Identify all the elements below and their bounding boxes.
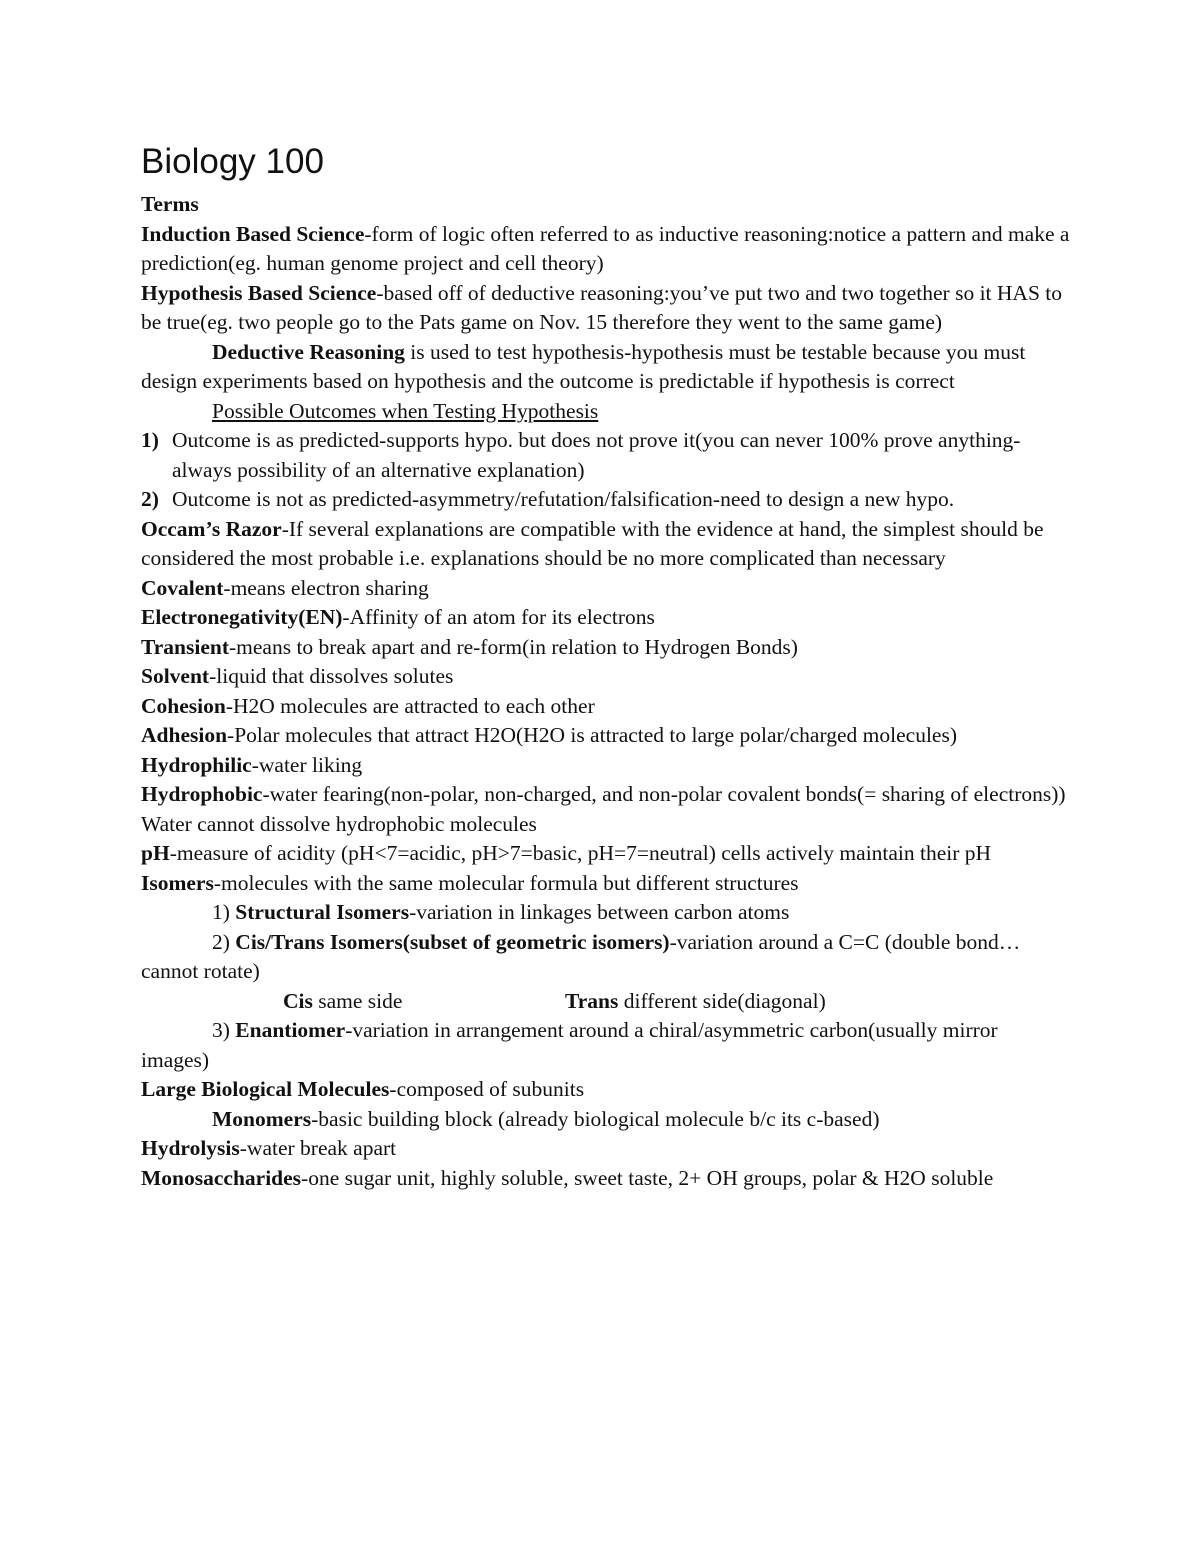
- term-induction: Induction Based Science-form of logic often referred to as inductive reasoning:notice a pattern and make a prediction(eg. human genome project and cell theory): [141, 221, 1070, 275]
- term-occam: Occam’s Razor-If several explanations are compatible with the evidence at hand, the simplest should be considered the most probable i.e. explanations should be no more complicated than necessary: [141, 516, 1044, 570]
- term-hypothesis: Hypothesis Based Science-based off of deductive reasoning:you’ve put two and two together so it HAS to be true(eg. two people go to the Pats game on Nov. 15 therefore they went to the same game): [141, 280, 1062, 334]
- term-monosaccharides: Monosaccharides-one sugar unit, highly soluble, sweet taste, 2+ OH groups, polar & H2O soluble: [141, 1165, 994, 1190]
- term-monomers: Monomers-basic building block (already biological molecule b/c its c-based): [212, 1106, 880, 1131]
- outcomes-heading: Possible Outcomes when Testing Hypothesis: [212, 398, 599, 423]
- document-title: Biology 100: [141, 142, 324, 181]
- term-solvent: Solvent-liquid that dissolves solutes: [141, 664, 454, 688]
- term-adhesion: Adhesion-Polar molecules that attract H2O(H2O is attracted to large polar/charged molecules): [141, 723, 957, 747]
- term-cohesion: Cohesion-H2O molecules are attracted to each other: [141, 693, 595, 718]
- term-transient: Transient-means to break apart and re-form(in relation to Hydrogen Bonds): [141, 634, 798, 659]
- isomer-cistrans: 2) Cis/Trans Isomers(subset of geometric isomers)-variation around a C=C (double bond…cannot rotate): [141, 929, 1021, 983]
- term-electronegativity: Electronegativity(EN)-Affinity of an atom for its electrons: [141, 605, 655, 629]
- section-heading: Terms: [141, 192, 199, 216]
- document-page: [141, 138, 1071, 1193]
- cis-trans-row: [141, 987, 1071, 1017]
- term-deductive: Deductive Reasoning is used to test hypothesis-hypothesis must be testable because you must design experiments based on hypothesis and the outcome is predictable if hypothesis is correct: [141, 339, 1026, 393]
- term-isomers: Isomers-molecules with the same molecular formula but different structures: [141, 870, 799, 895]
- trans-label: Trans different side(diagonal): [565, 988, 826, 1013]
- term-ph: pH-measure of acidity (pH<7=acidic, pH>7=basic, pH=7=neutral) cells actively maintain their pH: [141, 841, 992, 865]
- isomer-enantiomer: 3) Enantiomer-variation in arrangement around a chiral/asymmetric carbon(usually mirror images): [141, 1018, 998, 1072]
- term-hydrophilic: Hydrophilic-water liking: [141, 752, 363, 777]
- isomer-structural: 1) Structural Isomers-variation in linkages between carbon atoms: [212, 900, 790, 924]
- list-item: 2) Outcome is not as predicted-asymmetry/refutation/falsification-need to design a new hypo.: [141, 487, 955, 511]
- list-item: 1) Outcome is as predicted-supports hypo. but does not prove it(you can never 100% prove anything-always possibility of an alternative explanation): [141, 428, 1021, 482]
- term-hydrolysis: Hydrolysis-water break apart: [141, 1136, 397, 1160]
- term-large-molecules: Large Biological Molecules-composed of subunits: [141, 1077, 585, 1101]
- term-covalent: Covalent-means electron sharing: [141, 575, 429, 600]
- term-hydrophobic: Hydrophobic-water fearing(non-polar, non-charged, and non-polar covalent bonds(= sharing of electrons)) Water cannot dissolve hydrophobic molecules: [141, 782, 1066, 836]
- outcomes-list: [141, 426, 1071, 515]
- cis-label: Cis same side: [283, 988, 403, 1013]
